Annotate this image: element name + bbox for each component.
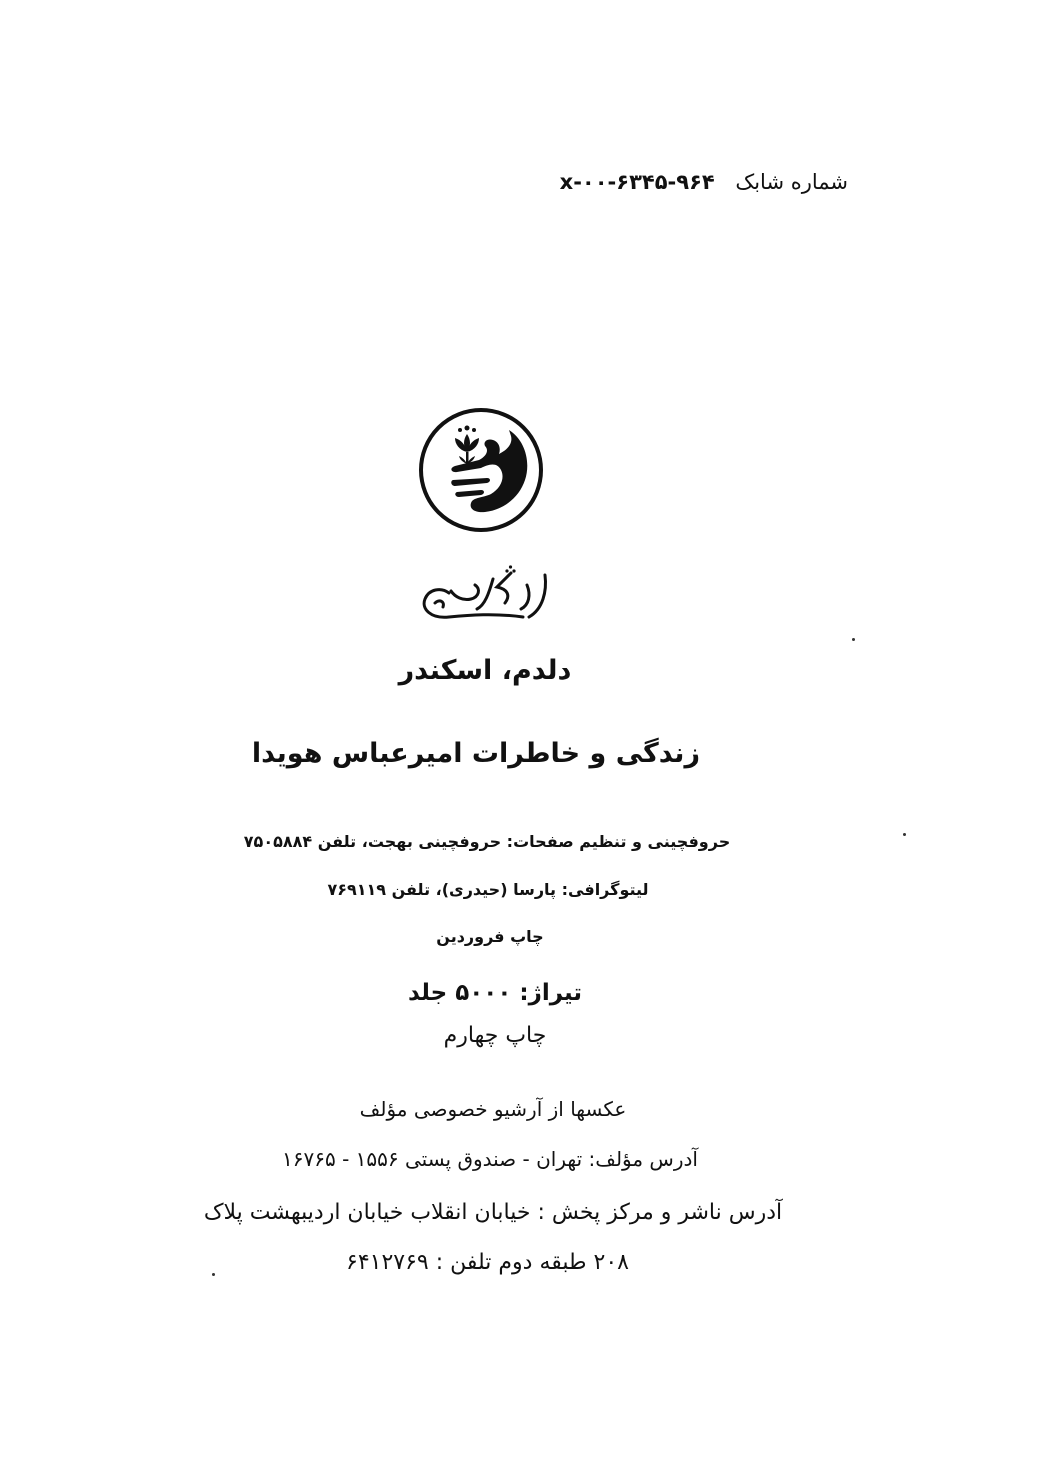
speck-mark — [852, 638, 855, 641]
speck-mark — [212, 1273, 215, 1276]
edition-line: چاپ چهارم — [443, 1023, 547, 1048]
lotus-hand-emblem-icon — [417, 406, 545, 534]
author-address: آدرس مؤلف: تهران - صندوق پستی ۱۵۵۶ - ۱۶۷۶۵ — [282, 1147, 698, 1171]
lithography-credit: لیتوگرافی: پارسا (حیدری)، تلفن ۷۶۹۱۱۹ — [327, 880, 649, 899]
photo-credit: عکسها از آرشیو خصوصی مؤلف — [359, 1097, 627, 1121]
author-name: دلدم، اسکندر — [398, 655, 572, 686]
isbn-label: شماره شابک — [735, 170, 848, 194]
circulation-line: تیراژ: ۵۰۰۰ جلد — [407, 980, 583, 1006]
publisher-address-line-2: ۲۰۸ طبقه دوم تلفن : ۶۴۱۲۷۶۹ — [346, 1250, 629, 1275]
book-title: زندگی و خاطرات امیرعباس هویدا — [251, 738, 700, 769]
typesetting-credit: حروفچینی و تنظیم صفحات: حروفچینی بهجت، تلفن ۷۵۰۵۸۸۴ — [243, 832, 731, 851]
speck-mark — [903, 833, 906, 836]
isbn-line — [560, 170, 848, 194]
publisher-calligraphy-logo — [415, 565, 555, 635]
isbn-value: x-۰۰-۶۳۴۵-۹۶۴ — [559, 170, 715, 194]
publisher-address-line-1: آدرس ناشر و مرکز پخش : خیابان انقلاب خیابان اردیبهشت پلاک — [203, 1200, 783, 1225]
printer-credit: چاپ فروردین — [436, 927, 544, 946]
